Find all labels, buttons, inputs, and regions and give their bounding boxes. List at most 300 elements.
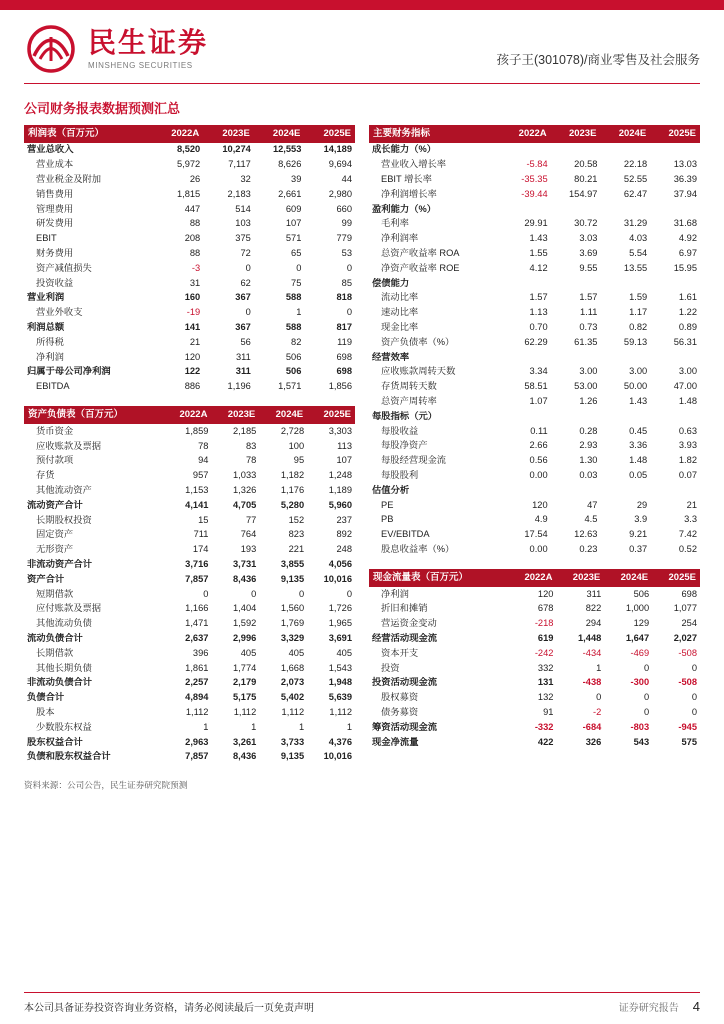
row-value: 5,402 [280, 692, 305, 703]
row-label: 资产合计 [27, 573, 65, 584]
row-label: 速动比率 [381, 307, 419, 318]
row-value: 4,141 [185, 499, 209, 510]
column-header: 2025E [650, 125, 700, 143]
row-value: 506 [285, 351, 302, 362]
row-label: 营业总收入 [27, 144, 74, 155]
row-value: 886 [184, 381, 201, 392]
row-value: 0 [643, 707, 650, 718]
row-label: 净资产收益率 ROE [381, 262, 460, 273]
column-header: 2022A [500, 125, 550, 143]
row-value: 588 [285, 292, 302, 303]
row-value: 0.03 [579, 470, 598, 480]
page-footer [0, 992, 724, 1024]
row-value: 62 [240, 277, 251, 288]
table-row [369, 528, 700, 543]
row-label: 其他流动资产 [36, 485, 92, 496]
balance-sheet-title: 资产负债表（百万元） [24, 406, 163, 424]
row-label: 应付账款及票据 [36, 603, 102, 614]
row-value: 1.26 [579, 396, 598, 407]
table-row [369, 691, 700, 706]
row-value: 2,661 [278, 188, 302, 199]
table-row [24, 631, 355, 646]
row-value: 823 [288, 529, 305, 540]
balance-sheet-table [24, 406, 355, 764]
row-value: -35.35 [521, 174, 548, 185]
source-note: 资料来源：公司公告，民生证券研究院预测 [24, 779, 188, 790]
row-value: 141 [184, 322, 201, 333]
table-row [24, 469, 355, 484]
row-value: 1.61 [678, 292, 697, 303]
row-label: 毛利率 [381, 218, 409, 229]
row-value: 1.17 [629, 307, 648, 318]
table-row [24, 424, 355, 439]
row-value: 332 [537, 662, 554, 673]
table-row [369, 306, 700, 321]
row-value: 294 [585, 618, 602, 629]
row-value: 3.03 [579, 233, 598, 244]
row-label: 经营效率 [372, 351, 410, 362]
left-column [24, 125, 355, 777]
row-value [551, 350, 601, 365]
row-value: 29.91 [524, 218, 548, 229]
row-value: 31 [189, 277, 201, 288]
row-value: 4.03 [629, 233, 648, 244]
row-value: 5.54 [629, 248, 648, 259]
row-value: -218 [534, 618, 554, 629]
row-value: 0 [691, 662, 697, 673]
row-value: 61.35 [574, 336, 598, 347]
footer-doc-type: 证券研究报告 [618, 1003, 679, 1014]
column-header: 2025E [304, 125, 355, 143]
row-value: 59.13 [623, 336, 648, 347]
footer-disclaimer: 本公司具备证券投资咨询业务资格，请务必阅读最后一页免责声明 [24, 1003, 314, 1014]
row-value: 311 [586, 588, 602, 599]
row-value: 698 [681, 588, 697, 599]
row-value: -332 [534, 721, 554, 732]
table-row [24, 572, 355, 587]
column-header: 2023E [556, 569, 604, 587]
table-row [369, 246, 700, 261]
row-label: 投资活动现金流 [372, 677, 438, 688]
row-value: 3,855 [280, 559, 305, 570]
table-row [24, 335, 355, 350]
row-value: 8,626 [278, 159, 302, 170]
row-value: 5,639 [328, 692, 352, 703]
row-value: 13.03 [673, 159, 697, 170]
row-value: 78 [198, 440, 209, 451]
row-label: 负债和股东权益合计 [27, 751, 111, 762]
row-value: -300 [630, 677, 650, 688]
table-row [369, 276, 700, 291]
row-value: 4.12 [529, 262, 548, 273]
row-value: -39.44 [521, 188, 548, 199]
table-row [24, 261, 355, 276]
row-value: 129 [633, 618, 650, 629]
table-row [24, 246, 355, 261]
row-value: 3.00 [579, 366, 598, 377]
row-value: 1 [203, 721, 209, 732]
table-row [24, 705, 355, 720]
row-label: 净利润 [36, 351, 64, 362]
row-value: 2,728 [280, 425, 305, 436]
row-label: 利润总额 [27, 322, 65, 333]
row-label: 股息收益率（%） [381, 543, 455, 554]
row-label: 营运资金变动 [381, 618, 437, 629]
table-row [24, 661, 355, 676]
key-metrics-slot [369, 125, 700, 557]
row-value [650, 350, 700, 365]
row-value: 1.43 [629, 396, 648, 407]
table-row [24, 320, 355, 335]
row-value: 31.68 [673, 218, 697, 229]
row-value: 100 [288, 440, 305, 451]
row-value: 120 [532, 499, 548, 510]
row-value [650, 276, 700, 291]
row-value: 91 [543, 707, 554, 718]
row-value: 53.00 [574, 381, 598, 392]
row-value: 99 [341, 218, 352, 229]
row-value: 0 [251, 588, 257, 599]
row-value: 9,135 [280, 751, 305, 762]
row-label: 营业成本 [36, 159, 74, 170]
row-label: EBITDA [36, 381, 70, 392]
table-row [24, 306, 355, 321]
row-label: 研发费用 [36, 218, 74, 229]
row-value [500, 276, 550, 291]
row-value [500, 143, 550, 158]
column-header: 2024E [600, 125, 650, 143]
row-value: 0.11 [530, 425, 548, 436]
row-value: 1 [296, 307, 302, 318]
row-value: -242 [534, 647, 554, 658]
row-value: 1.48 [629, 455, 648, 466]
row-value: 711 [193, 529, 209, 540]
table-row [369, 498, 700, 513]
row-label: 无形资产 [36, 544, 74, 555]
row-label: 投资 [381, 662, 400, 673]
key-metrics-table [369, 125, 700, 557]
table-row [369, 602, 700, 617]
table-row [369, 158, 700, 173]
row-label: 负债合计 [27, 692, 65, 703]
table-row [24, 676, 355, 691]
row-value [500, 202, 550, 217]
table-row [369, 424, 700, 439]
row-value: 575 [681, 736, 697, 747]
row-value: 20.58 [574, 159, 598, 170]
row-value [650, 409, 700, 424]
row-value: 367 [235, 292, 251, 303]
table-row [24, 217, 355, 232]
header-divider [24, 83, 700, 84]
row-value: 1.07 [529, 396, 548, 407]
table-row [24, 543, 355, 558]
row-value: -2 [593, 707, 602, 718]
table-row [369, 542, 700, 557]
row-label: 投资收益 [36, 277, 74, 288]
row-value [500, 409, 550, 424]
row-value: 9.55 [579, 262, 598, 273]
row-value: 571 [285, 233, 302, 244]
row-value: 1,668 [280, 662, 305, 673]
row-value: 4.92 [678, 233, 697, 244]
row-value: 818 [336, 292, 352, 303]
row-value: -945 [678, 721, 697, 732]
row-label: 货币资金 [36, 425, 74, 436]
row-value: 120 [537, 588, 554, 599]
income-statement-title: 利润表（百万元） [24, 125, 152, 143]
row-label: 营业外收支 [36, 307, 83, 318]
row-label: EV/EBITDA [381, 529, 430, 540]
table-row [24, 365, 355, 380]
row-value: -803 [630, 721, 650, 732]
row-value: 1.55 [529, 248, 548, 259]
row-value: 10,274 [222, 144, 251, 155]
row-label: 资产减值损失 [36, 262, 92, 273]
row-value: 53 [341, 248, 352, 259]
table-row [369, 217, 700, 232]
table-row [369, 617, 700, 632]
row-value: 2.66 [529, 440, 548, 451]
row-label: 净利润 [381, 588, 409, 599]
row-value: 113 [337, 440, 352, 451]
cash-flow-title: 现金流量表（百万元） [369, 569, 508, 587]
row-value: 311 [235, 366, 251, 377]
table-row [24, 691, 355, 706]
row-value: 154.97 [568, 188, 598, 199]
row-value: 95 [293, 455, 305, 466]
key-metrics-title: 主要财务指标 [369, 125, 500, 143]
row-label: 净利润增长率 [381, 188, 437, 199]
row-value [600, 409, 650, 424]
row-value: 0 [691, 692, 697, 703]
row-label: 股东权益合计 [27, 736, 83, 747]
table-row [369, 439, 700, 454]
row-value: 1,471 [185, 618, 209, 629]
row-value: 405 [336, 647, 352, 658]
row-value: 75 [291, 277, 302, 288]
row-value: 1.59 [629, 292, 648, 303]
table-row [369, 409, 700, 424]
row-value: 1,769 [280, 618, 305, 629]
row-value [600, 350, 650, 365]
row-value: 7,857 [185, 751, 209, 762]
row-value: 131 [537, 677, 554, 688]
row-value: 0 [691, 707, 697, 718]
row-value: 1,033 [233, 470, 257, 481]
table-row [369, 143, 700, 158]
tables-container [0, 125, 724, 777]
row-value: 9,135 [280, 573, 305, 584]
row-value: 2,073 [280, 677, 305, 688]
row-label: 非流动负债合计 [27, 677, 93, 688]
row-value: 107 [285, 218, 302, 229]
row-label: 其他长期负债 [36, 662, 92, 673]
row-value [600, 202, 650, 217]
row-value: 0 [346, 307, 352, 318]
column-header: 2023E [203, 125, 254, 143]
column-header: 2022A [508, 569, 557, 587]
row-value: 1,861 [185, 662, 209, 673]
row-label: 现金净流量 [372, 736, 419, 747]
row-value: 0 [203, 588, 209, 599]
row-value: 0.05 [629, 470, 648, 480]
table-row [369, 232, 700, 247]
table-row [24, 587, 355, 602]
row-value: 2,637 [185, 633, 209, 644]
row-value: 1,112 [281, 707, 305, 718]
row-value: 698 [336, 351, 352, 362]
row-value: 10,016 [323, 751, 352, 762]
row-label: 净利润率 [381, 233, 419, 244]
row-value [650, 202, 700, 217]
row-value: 3,691 [328, 633, 352, 644]
row-value: 3.9 [634, 514, 648, 525]
row-value: 3.93 [678, 440, 697, 451]
column-header: 2022A [163, 406, 212, 424]
row-value: 0.37 [629, 543, 648, 554]
row-value: 1,404 [233, 603, 257, 614]
row-value: 0.82 [629, 322, 648, 333]
income-statement-table [24, 125, 355, 394]
row-value: 132 [537, 692, 554, 703]
page-header [0, 0, 724, 92]
row-value: 405 [240, 647, 257, 658]
row-value [600, 483, 650, 498]
row-value: 1,153 [185, 485, 209, 496]
minsheng-logo-icon [24, 25, 78, 73]
row-value: 1 [298, 721, 305, 732]
row-value: 0 [596, 692, 602, 703]
row-value: 2,996 [233, 633, 257, 644]
table-row [24, 617, 355, 632]
row-value: 506 [285, 366, 302, 377]
table-row [369, 513, 700, 528]
row-value [600, 143, 650, 158]
row-value: 58.51 [524, 381, 548, 392]
table-row [369, 320, 700, 335]
row-value: 52.55 [623, 174, 648, 185]
row-value: 78 [245, 455, 257, 466]
row-value: -19 [186, 307, 201, 318]
row-value: 15 [198, 514, 209, 525]
row-value: 4,894 [185, 692, 209, 703]
row-label: 其他流动负债 [36, 618, 92, 629]
table-row [369, 468, 700, 483]
column-header: 2022A [152, 125, 203, 143]
row-value: 8,436 [233, 751, 257, 762]
row-value: 5,960 [328, 499, 352, 510]
row-value: 50.00 [623, 381, 648, 392]
row-value: 208 [184, 233, 201, 244]
row-value: 36.39 [673, 174, 697, 185]
row-value: 77 [245, 514, 257, 525]
row-label: 债务募资 [381, 707, 419, 718]
row-value: 83 [245, 440, 257, 451]
row-value: 4,705 [233, 499, 257, 510]
row-value: 31.29 [623, 218, 648, 229]
row-value: 152 [288, 514, 305, 525]
row-value: 1,571 [278, 381, 302, 392]
row-value: 3,303 [328, 425, 352, 436]
table-row [24, 291, 355, 306]
row-value: 698 [336, 366, 352, 377]
row-value: 0.89 [678, 322, 697, 333]
row-value: 37.94 [673, 188, 697, 199]
row-label: PB [381, 514, 394, 525]
row-value: 3.00 [678, 366, 697, 377]
row-value: 0 [245, 262, 251, 273]
row-value: 543 [633, 736, 650, 747]
row-value: 39 [291, 174, 302, 185]
row-value: 7,117 [228, 159, 251, 170]
table-row [369, 172, 700, 187]
row-label: 经营活动现金流 [372, 633, 438, 644]
row-value: 375 [235, 233, 251, 244]
table-row [24, 498, 355, 513]
row-value: 56 [240, 336, 251, 347]
row-value: 62.47 [623, 188, 648, 199]
row-value [551, 483, 601, 498]
row-value: 1,647 [625, 633, 650, 644]
row-value: 254 [681, 618, 697, 629]
row-value: 1,196 [227, 381, 251, 392]
table-row [24, 439, 355, 454]
row-value: 3.3 [684, 514, 697, 525]
row-value: 822 [585, 603, 602, 614]
row-value: 660 [336, 203, 352, 214]
row-value: 1,000 [625, 603, 650, 614]
row-value: 3,733 [280, 736, 305, 747]
row-value: 3,716 [185, 559, 209, 570]
table-row [369, 676, 700, 691]
row-value: 22.18 [623, 159, 648, 170]
row-value: 2,257 [185, 677, 209, 688]
row-value: 609 [285, 203, 302, 214]
row-value: 5,175 [233, 692, 257, 703]
row-value: 0.07 [678, 470, 697, 480]
table-row [369, 631, 700, 646]
table-row [24, 750, 355, 765]
table-row [369, 261, 700, 276]
row-label: 每股股利 [381, 470, 419, 480]
table-row [369, 380, 700, 395]
row-value: 1,176 [280, 485, 305, 496]
balance-sheet-slot [24, 406, 355, 764]
row-value [500, 350, 550, 365]
row-value: 1,112 [329, 707, 352, 718]
row-label: 每股指标（元） [372, 410, 438, 421]
row-value: 0 [245, 307, 251, 318]
row-label: 流动负债合计 [27, 633, 83, 644]
table-row [24, 528, 355, 543]
row-label: 资本开支 [381, 647, 419, 658]
row-label: 筹资活动现金流 [372, 721, 438, 732]
row-value [650, 483, 700, 498]
row-label: 存货 [36, 470, 55, 481]
row-value: 447 [184, 203, 201, 214]
row-value: 88 [189, 218, 201, 229]
row-value: 2,183 [227, 188, 251, 199]
row-label: 销售费用 [36, 188, 74, 199]
row-value: 47 [587, 499, 598, 510]
row-value [600, 276, 650, 291]
cash-flow-slot [369, 569, 700, 750]
row-label: 折旧和摊销 [381, 603, 428, 614]
row-value: 15.95 [673, 262, 697, 273]
row-value: -469 [630, 647, 650, 658]
row-value: 1,859 [185, 425, 209, 436]
